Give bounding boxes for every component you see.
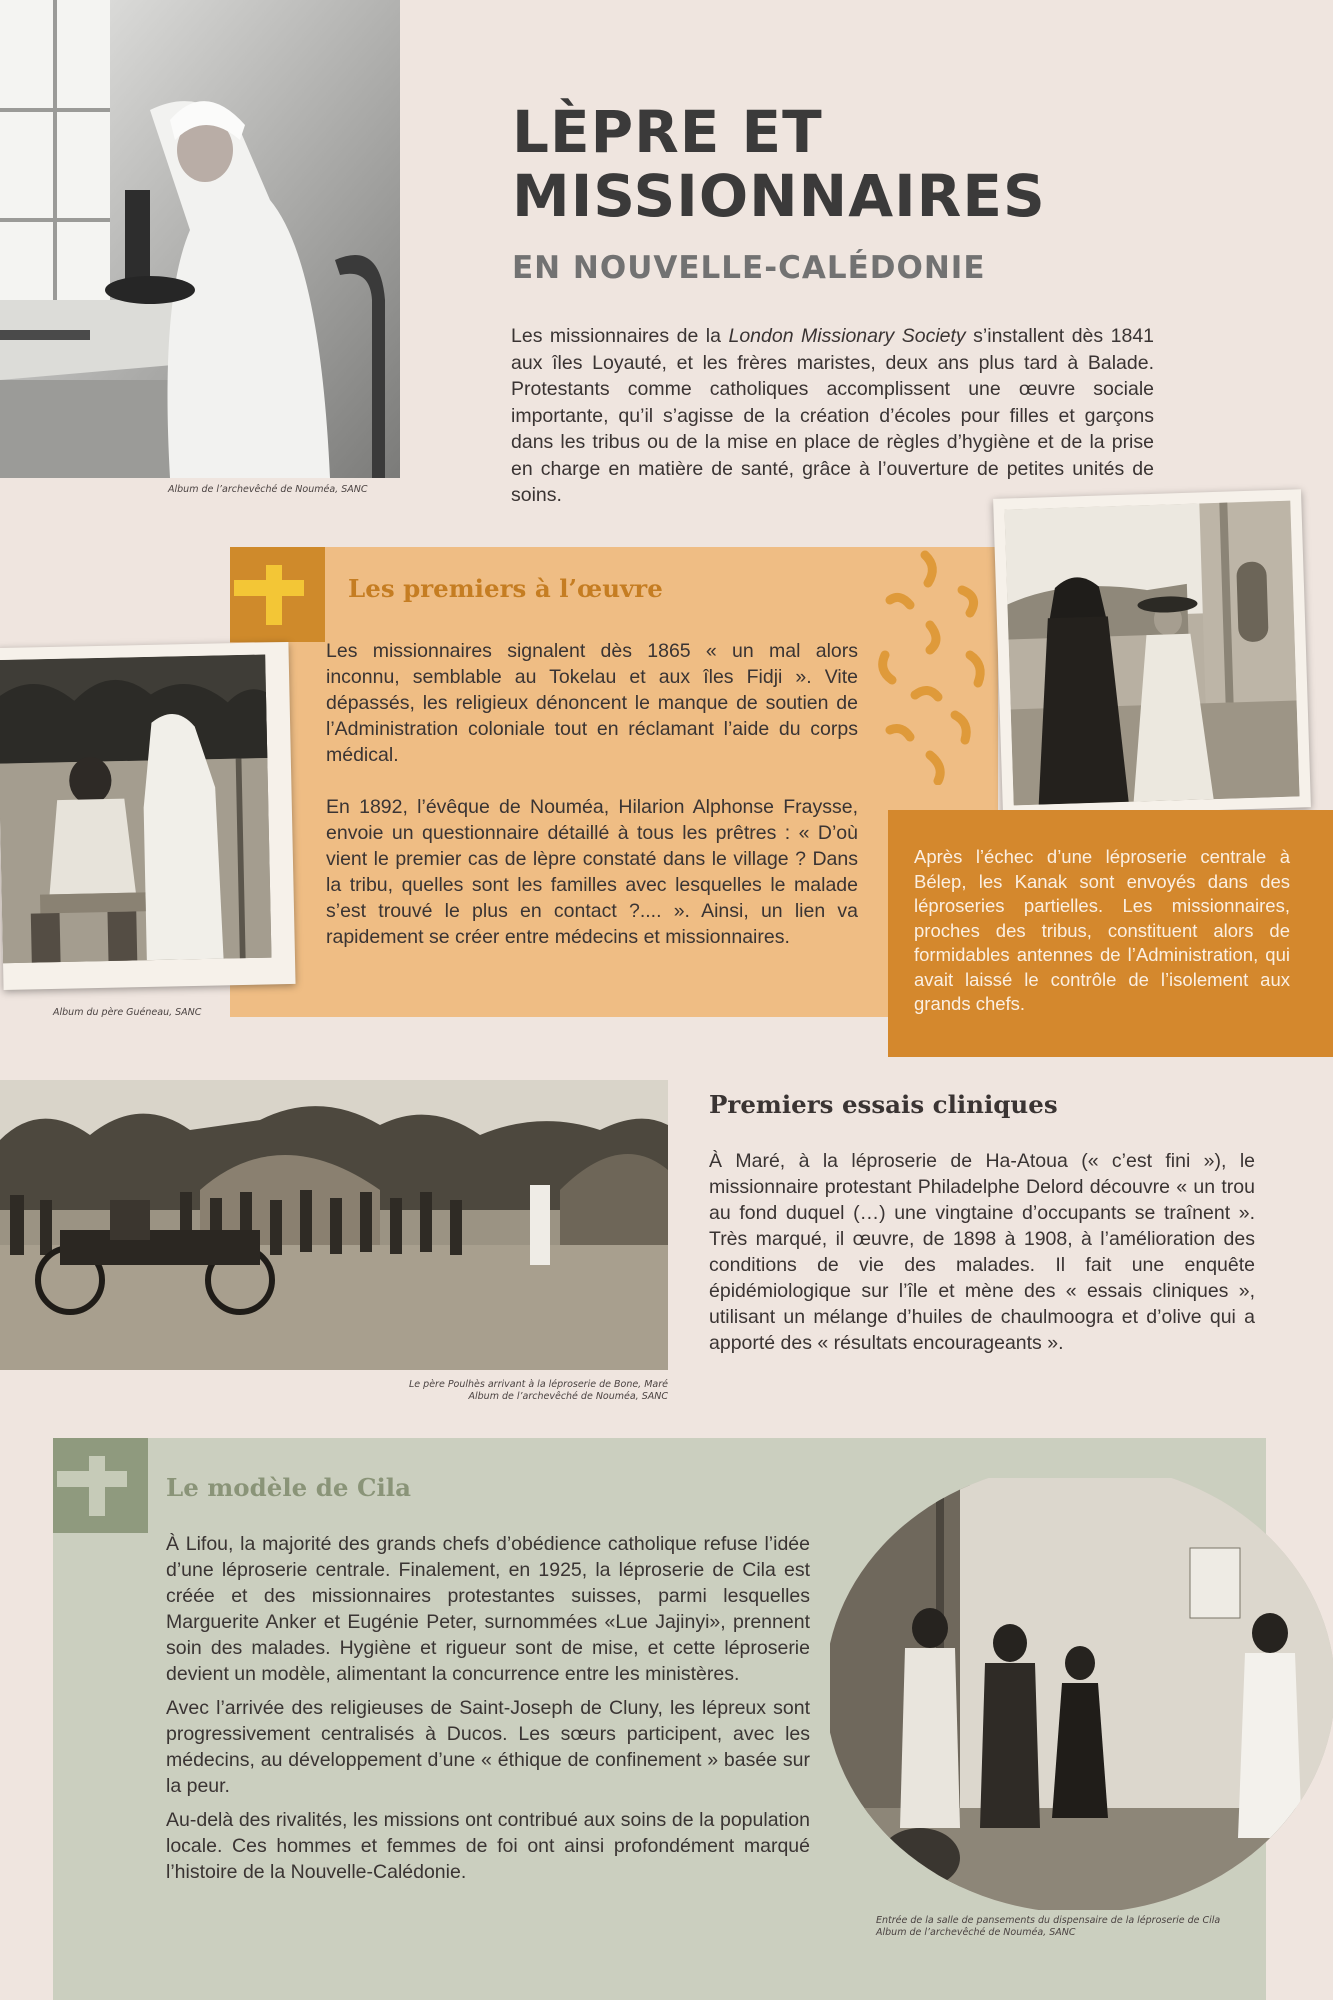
- paragraph: À Lifou, la majorité des grands chefs d’obédience catholique refuse l’idée d’une léproserie centrale. Finalement, en 1925, la léproserie de Cila est créée et des missionnaires protestantes suisses, parmi lesquelles Marguerite Anker et Eugénie Peter, surnommées «Lue Jajinyi», prennent soin des malades. Hygiène et rigueur sont de mise, et cette léproserie devient un modèle, alimentant la concurrence entre les ministères.: [166, 1533, 810, 1685]
- section-essais-text: [709, 1148, 1255, 1356]
- section-premiers-text: [326, 638, 858, 950]
- caption-bone-leprosarium: Le père Poulhès arrivant à la léproserie de Bone, Maré Album de l’archevêché de Nouméa, SANC: [409, 1379, 668, 1402]
- photo-bone-leprosarium: [0, 1080, 668, 1370]
- paragraph: Avec l’arrivée des religieuses de Saint-Joseph de Cluny, les lépreux sont progressivement centralisés à Ducos. Les sœurs participent, avec les médecins, au développement d’une « éthique de confinement » basée sur la peur.: [166, 1697, 810, 1797]
- section-heading-premiers: Les premiers à l’œuvre: [348, 574, 663, 603]
- section-heading-cila: Le modèle de Cila: [166, 1473, 411, 1502]
- paragraph: Les missionnaires signalent dès 1865 « un mal alors inconnu, semblable au Tokelau et aux îles Fidji ». Vite dépassés, les religieux dénoncent le manque de soutien de l’Administration coloniale tout en réclamant l’aide du corps médical.: [326, 640, 858, 766]
- section-cila-text: [166, 1531, 810, 1885]
- photo-vaccination: [0, 642, 296, 990]
- intro-paragraph: Les missionnaires de la London Missionary Society s’installent dès 1841 aux îles Loyauté, et les frères maristes, deux ans plus tard à Balade. Protestants comme catholiques accomplissent une œuvre sociale importante, qu’il s’agisse de la création d’écoles pour filles et garçons dans les tribus ou de la mise en place de règles d’hygiène et de la prise en charge en matière de santé, grâce à l’ouverture de petites unités de soins.: [511, 325, 1155, 506]
- infobox-belep: [888, 810, 1333, 1057]
- paragraph: Au-delà des rivalités, les missions ont contribué aux soins de la population locale. Ces hommes et femmes de foi ont ainsi profondément marqué l’histoire de la Nouvelle-Calédonie.: [166, 1809, 810, 1883]
- photo-two-nuns: [993, 489, 1311, 817]
- photo-nun-microscope: [0, 0, 400, 478]
- infobox-text: Après l’échec d’une léproserie centrale à Bélep, les Kanak sont envoyés dans des léproseries partielles. Les missionnaires, proches des tribus, constituent alors de formidables antennes de l’Administration, qui avait laissé le contrôle de l’isolement aux grands chefs.: [914, 846, 1290, 1014]
- page-title: LÈPRE ET MISSIONNAIRES: [512, 98, 1046, 230]
- cross-icon: [230, 547, 325, 642]
- caption-vaccination: Album du père Guéneau, SANC: [53, 1007, 202, 1018]
- section-heading-essais: Premiers essais cliniques: [709, 1090, 1058, 1119]
- photo-cila-dispensary: [830, 1478, 1333, 1910]
- squiggle-decoration-icon: [870, 545, 995, 785]
- caption-nun-microscope: Album de l’archevêché de Nouméa, SANC: [168, 484, 368, 495]
- page-subtitle: EN NOUVELLE-CALÉDONIE: [512, 250, 986, 286]
- caption-cila-dispensary: Entrée de la salle de pansements du dispensaire de la léproserie de Cila Album de l’archevêché de Nouméa, SANC: [876, 1915, 1221, 1938]
- paragraph: À Maré, à la léproserie de Ha-Atoua (« c’est fini »), le missionnaire protestant Philadelphe Delord découvre « un trou au fond duquel (…) une vingtaine d’occupants se traînent ». Très marqué, il œuvre, de 1898 à 1908, à l’amélioration des conditions de vie des malades. Il fait une enquête épidémiologique sur l’île et mène des « essais cliniques », utilisant un mélange d’huiles de chaulmoogra et d’olive qui a apporté des « résultats encourageants ».: [709, 1150, 1255, 1354]
- paragraph: En 1892, l’évêque de Nouméa, Hilarion Alphonse Fraysse, envoie un questionnaire détaillé à tous les prêtres : « D’où vient le premier cas de lèpre constaté dans le village ? Dans la tribu, quelles sont les familles avec lesquelles le malade s’est trouvé le plus en contact ?.... ». Ainsi, un lien va rapidement se créer entre médecins et missionnaires.: [326, 796, 858, 948]
- cross-icon: [53, 1438, 148, 1533]
